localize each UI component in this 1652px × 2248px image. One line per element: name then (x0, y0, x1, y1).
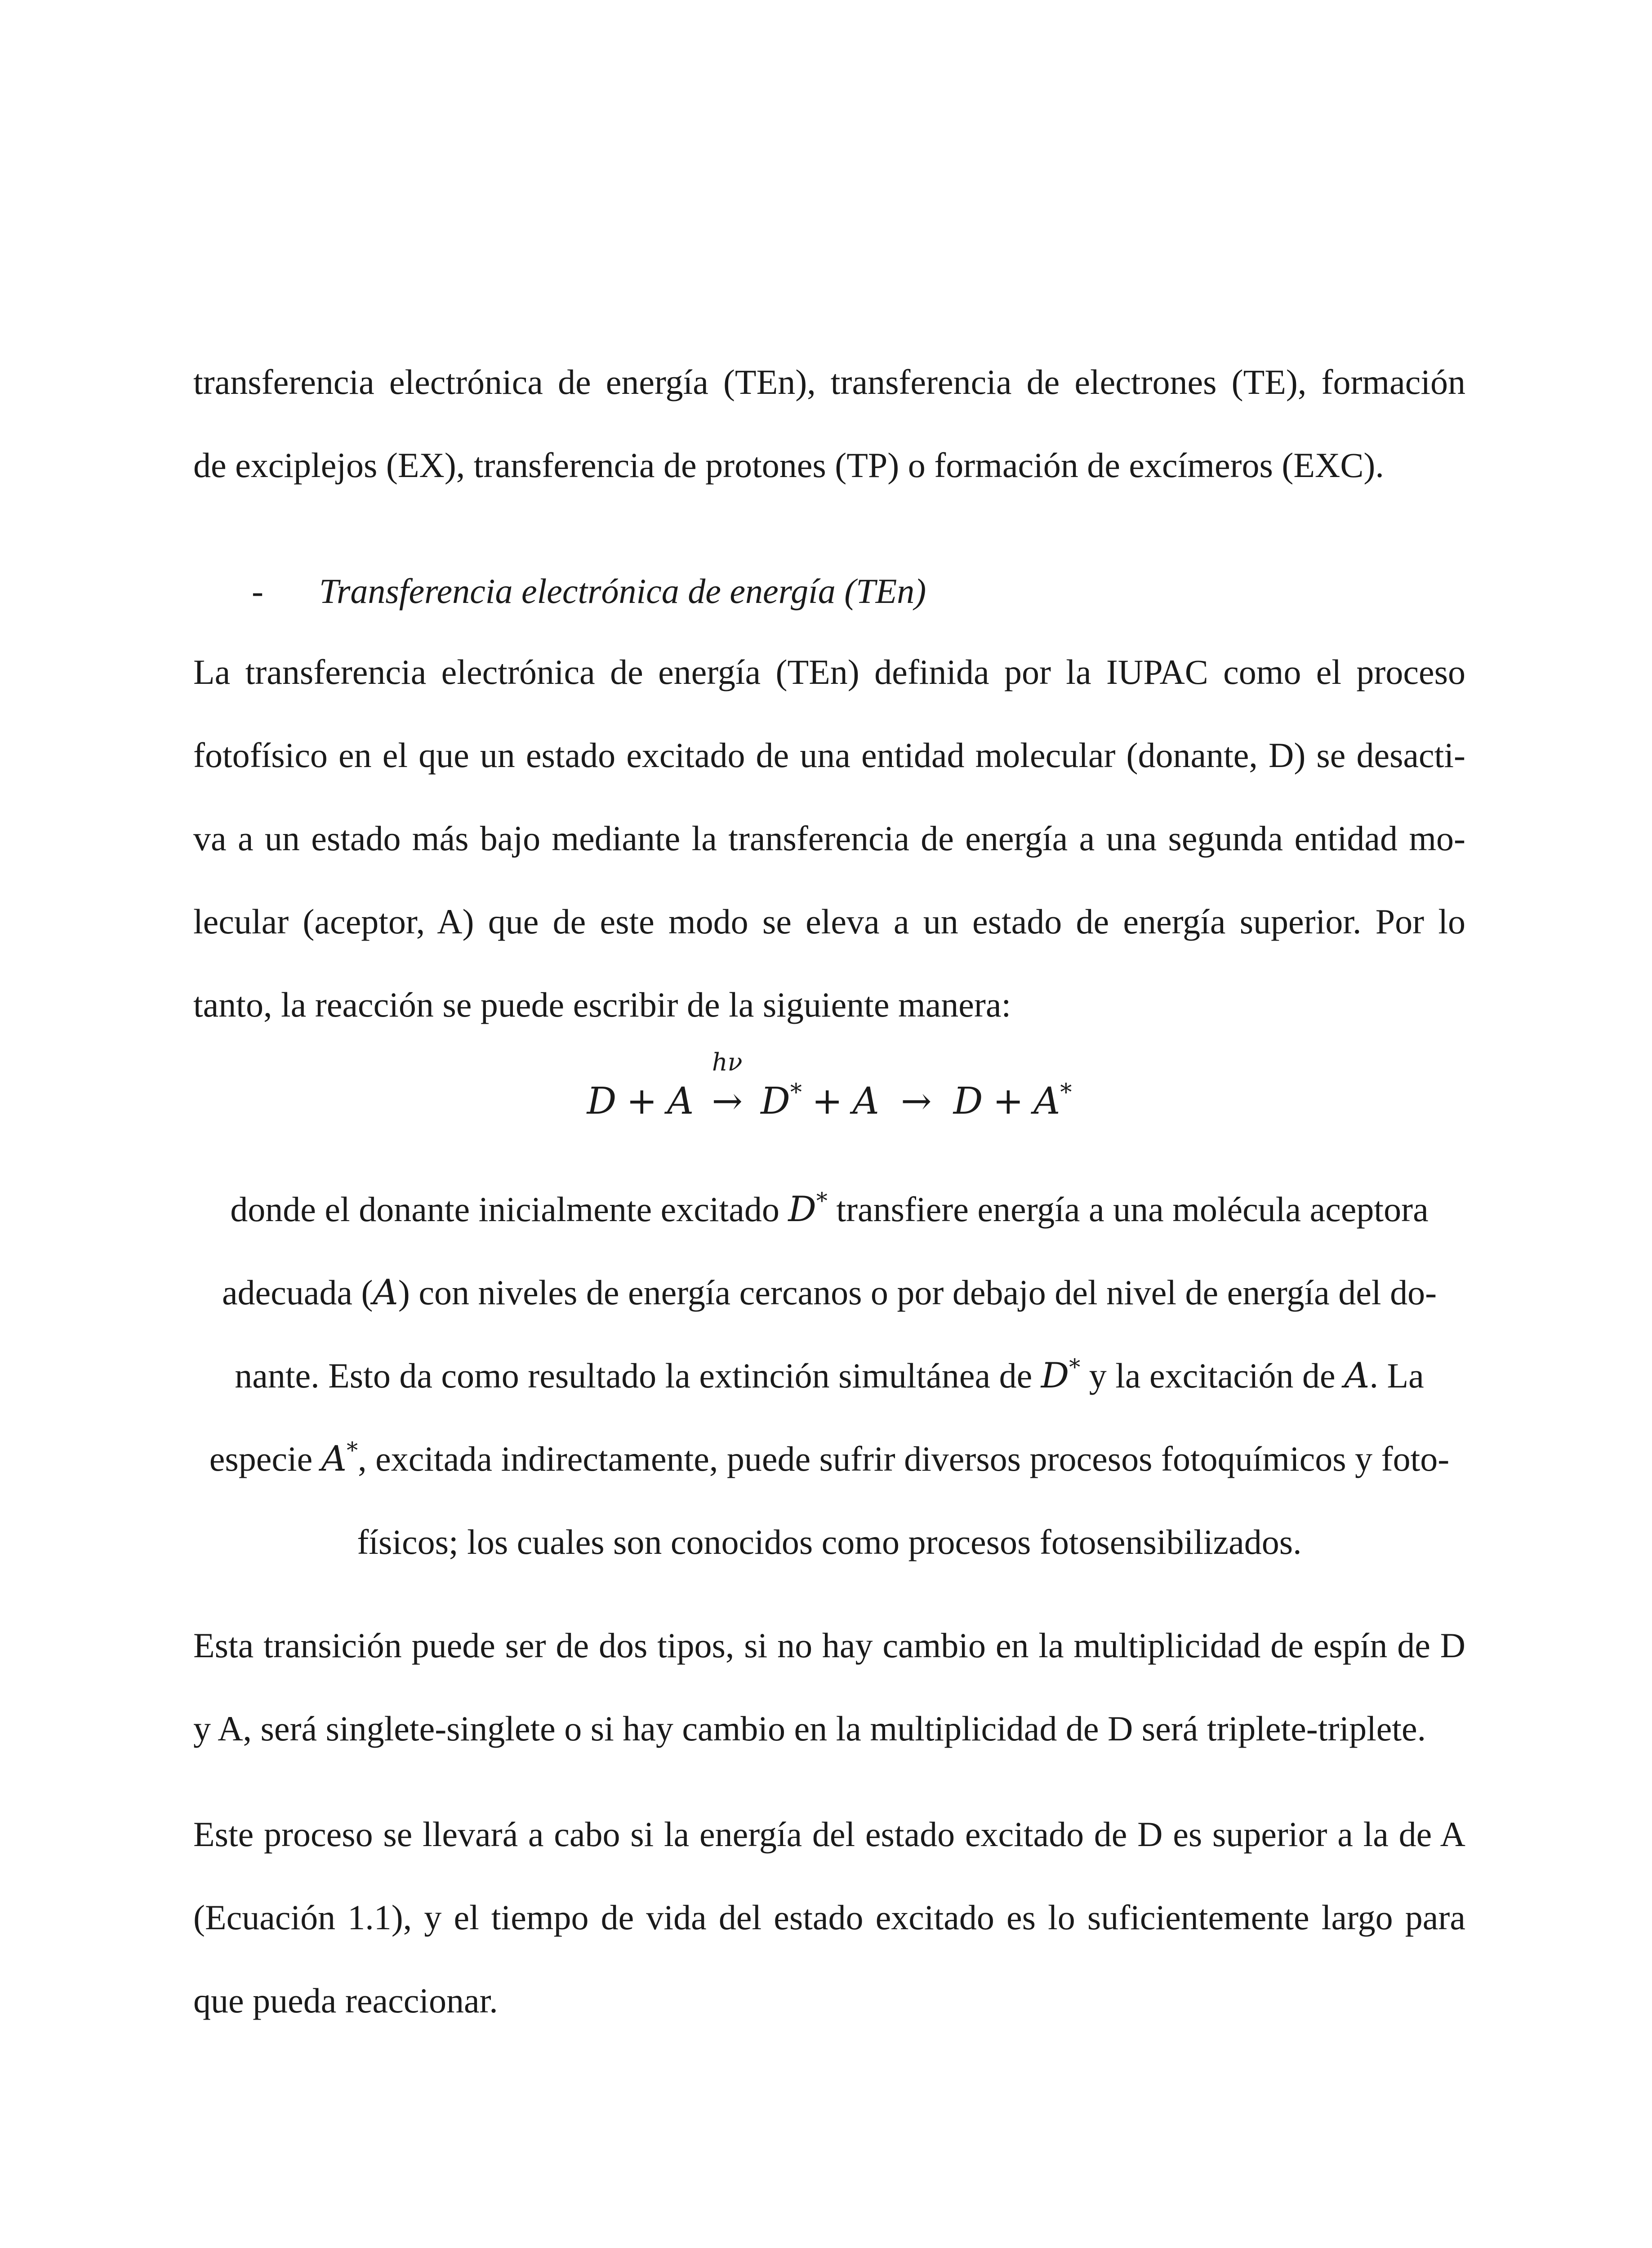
eq-d1: D (587, 1080, 617, 1123)
sym-star-3: * (347, 1437, 358, 1463)
sym-a-excited (321, 1439, 358, 1479)
paragraph1-line-1: La transferencia electrónica de energía (TEn) definida por la IUPAC como el proceso (193, 652, 1465, 691)
sym-d: D (788, 1189, 816, 1230)
paragraph1-line-4: lecular (aceptor, A) que de este modo se eleva a un estado de energía superior. Por lo (193, 902, 1465, 941)
sym-d-excited (788, 1189, 828, 1230)
centered-3c: . La (1369, 1356, 1424, 1395)
centered-line-2 (193, 1270, 1465, 1315)
eq-a1: A (667, 1080, 694, 1123)
centered-1b: transfiere energía a una molécula aceptora (827, 1190, 1429, 1229)
paragraph2-line-1: Esta transición puede ser de dos tipos, si no hay cambio en la multiplicidad de espín de D (193, 1626, 1465, 1665)
eq-plus2: + (811, 1080, 843, 1123)
sym-star: * (816, 1188, 828, 1214)
centered-2a: adecuada ( (222, 1273, 373, 1312)
eq-plus3: + (993, 1080, 1024, 1123)
centered-1a: donde el donante inicialmente excitado (230, 1190, 788, 1229)
centered-line-3 (193, 1353, 1465, 1398)
paragraph3-line-1: Este proceso se llevará a cabo si la energía del estado excitado de D es superior a la de A (193, 1815, 1465, 1854)
eq-star2: * (1060, 1079, 1072, 1106)
eq-hv-label: hν (712, 1048, 743, 1076)
eq-arrow2: → (900, 1080, 932, 1123)
paragraph3-line-2: (Ecuación 1.1), y el tiempo de vida del estado excitado es lo suficientemente largo para (193, 1898, 1465, 1937)
paragraph3-line-3: que pueda reaccionar. (193, 1981, 498, 2020)
reaction-equation (193, 1048, 1465, 1126)
sym-star-2: * (1069, 1354, 1081, 1380)
centered-3a: nante. Esto da como resultado la extinción simultánea de (235, 1356, 1041, 1395)
eq-d2: D (761, 1080, 790, 1123)
intro-line-1: transferencia electrónica de energía (TEn), transferencia de electrones (TE), formación (193, 362, 1465, 401)
paragraph2-line-2: y A, será singlete-singlete o si hay cambio en la multiplicidad de D será triplete-triplete. (193, 1709, 1426, 1748)
sym-a: A (373, 1272, 398, 1313)
section-heading (252, 569, 926, 614)
eq-arrow1: → (712, 1080, 743, 1123)
centered-4b: , excitada indirectamente, puede sufrir diversos procesos fotoquímicos y foto- (358, 1439, 1450, 1478)
eq-a3: A (1033, 1080, 1060, 1123)
eq-d3: D (953, 1080, 983, 1123)
heading-dash: - (252, 571, 263, 611)
paragraph1-line-2: fotofísico en el que un estado excitado de una entidad molecular (donante, D) se desacti- (193, 736, 1465, 775)
paragraph1-line-5: tanto, la reacción se puede escribir de la siguiente manera: (193, 985, 1011, 1024)
sym-a-2: A (1344, 1356, 1370, 1396)
centered-line-4 (193, 1436, 1465, 1481)
centered-2b: ) con niveles de energía cercanos o por debajo del nivel de energía del do- (398, 1273, 1437, 1312)
centered-3b: y la excitación de (1080, 1356, 1345, 1395)
intro-line-2: de exciplejos (EX), transferencia de protones (TP) o formación de excímeros (EXC). (193, 446, 1384, 485)
eq-plus1: + (626, 1080, 658, 1123)
eq-star1: * (790, 1079, 802, 1106)
eq-arrow-hv (705, 1048, 749, 1126)
centered-line-5: físicos; los cuales son conocidos como procesos fotosensibilizados. (357, 1522, 1302, 1561)
paragraph1-line-3: va a un estado más bajo mediante la transferencia de energía a una segunda entidad mo- (193, 819, 1465, 858)
centered-4a: especie (209, 1439, 321, 1478)
sym-d-excited-2 (1041, 1356, 1081, 1396)
eq-a2: A (852, 1080, 879, 1123)
heading-text: Transferencia electrónica de energía (TEn) (319, 571, 926, 611)
sym-d-2: D (1041, 1356, 1069, 1396)
sym-a-3: A (321, 1439, 347, 1479)
centered-line-1 (193, 1187, 1465, 1232)
